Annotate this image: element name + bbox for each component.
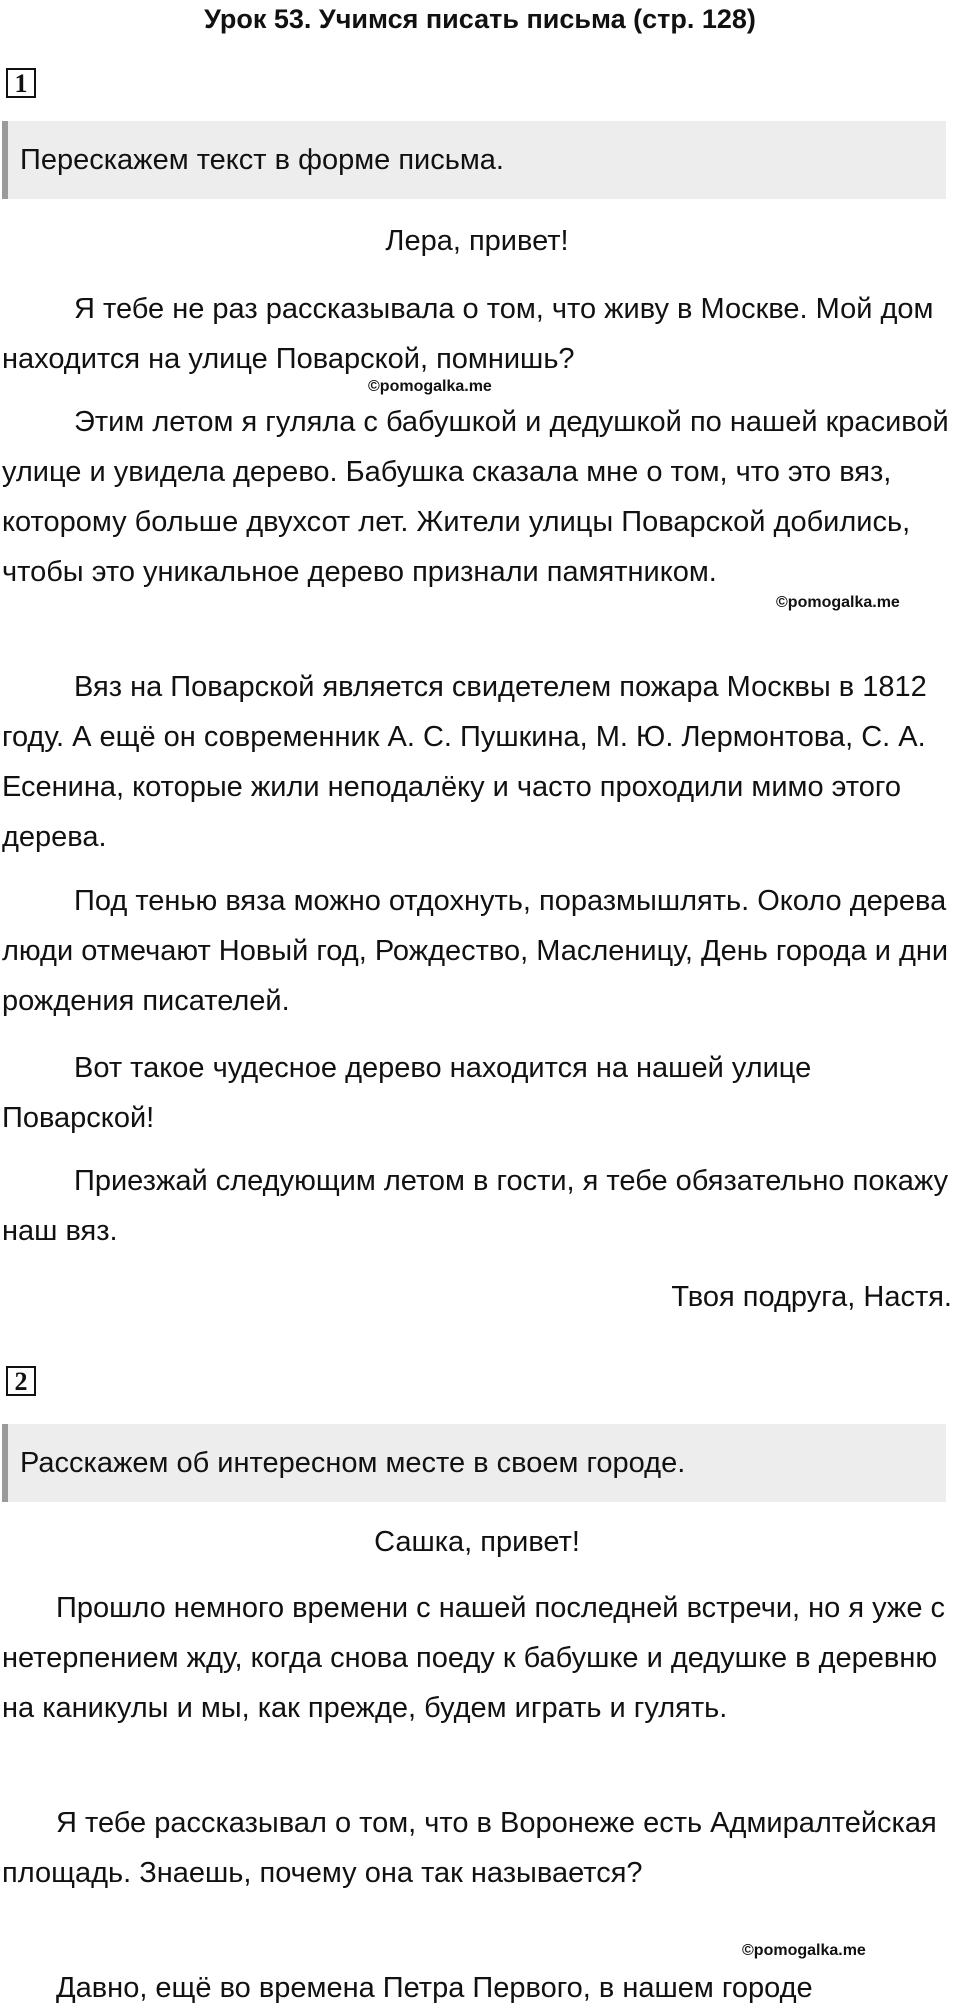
- page-title: Урок 53. Учимся писать письма (стр. 128): [204, 4, 756, 34]
- letter-greeting: Сашка, привет!: [374, 1526, 580, 1558]
- exercise-number: 1: [6, 68, 36, 98]
- task-header: Расскажем об интересном месте в своем городе.: [2, 1424, 946, 1502]
- paragraph: Прошло немного времени с нашей последней встречи, но я уже с нетерпением жду, когда снова поеду к бабушке и дедушке в деревню на каникулы и мы, как прежде, будем играть и гулять.: [2, 1592, 946, 1724]
- letter-signature: Твоя подруга, Настя.: [671, 1281, 952, 1313]
- exercise-number: 2: [6, 1366, 36, 1396]
- paragraph: Я тебе рассказывал о том, что в Воронеже есть Адмиралтейская площадь. Знаешь, почему она так называется?: [2, 1807, 937, 1889]
- paragraph: Этим летом я гуляла с бабушкой и дедушкой по нашей красивой улице и увидела дерево. Бабушка сказала мне о том, что это вяз, которому больше двухсот лет. Жители улицы Поварской добились, чтобы это уникальное дерево признали памятником.: [2, 406, 949, 588]
- paragraph: Давно, ещё во времена Петра Первого, в нашем городе: [56, 1972, 813, 2004]
- task-header: Перескажем текст в форме письма.: [2, 121, 946, 199]
- watermark: ©pomogalka.me: [368, 378, 492, 395]
- paragraph: Под тенью вяза можно отдохнуть, поразмышлять. Около дерева люди отмечают Новый год, Рождество, Масленицу, День города и дни рождения писателей.: [2, 885, 949, 1017]
- paragraph: Вяз на Поварской является свидетелем пожара Москвы в 1812 году. А ещё он современник А. С. Пушкина, М. Ю. Лермонтова, С. А. Есенина, которые жили неподалёку и часто проходили мимо этого дерева.: [2, 671, 927, 853]
- watermark: ©pomogalka.me: [776, 594, 900, 611]
- paragraph: Приезжай следующим летом в гости, я тебе обязательно покажу наш вяз.: [2, 1165, 949, 1247]
- watermark: ©pomogalka.me: [742, 1942, 866, 1959]
- letter-greeting: Лера, привет!: [385, 225, 569, 257]
- paragraph: Вот такое чудесное дерево находится на нашей улице Поварской!: [2, 1052, 812, 1134]
- paragraph: Я тебе не раз рассказывала о том, что живу в Москве. Мой дом находится на улице Поварской, помнишь?: [2, 293, 934, 375]
